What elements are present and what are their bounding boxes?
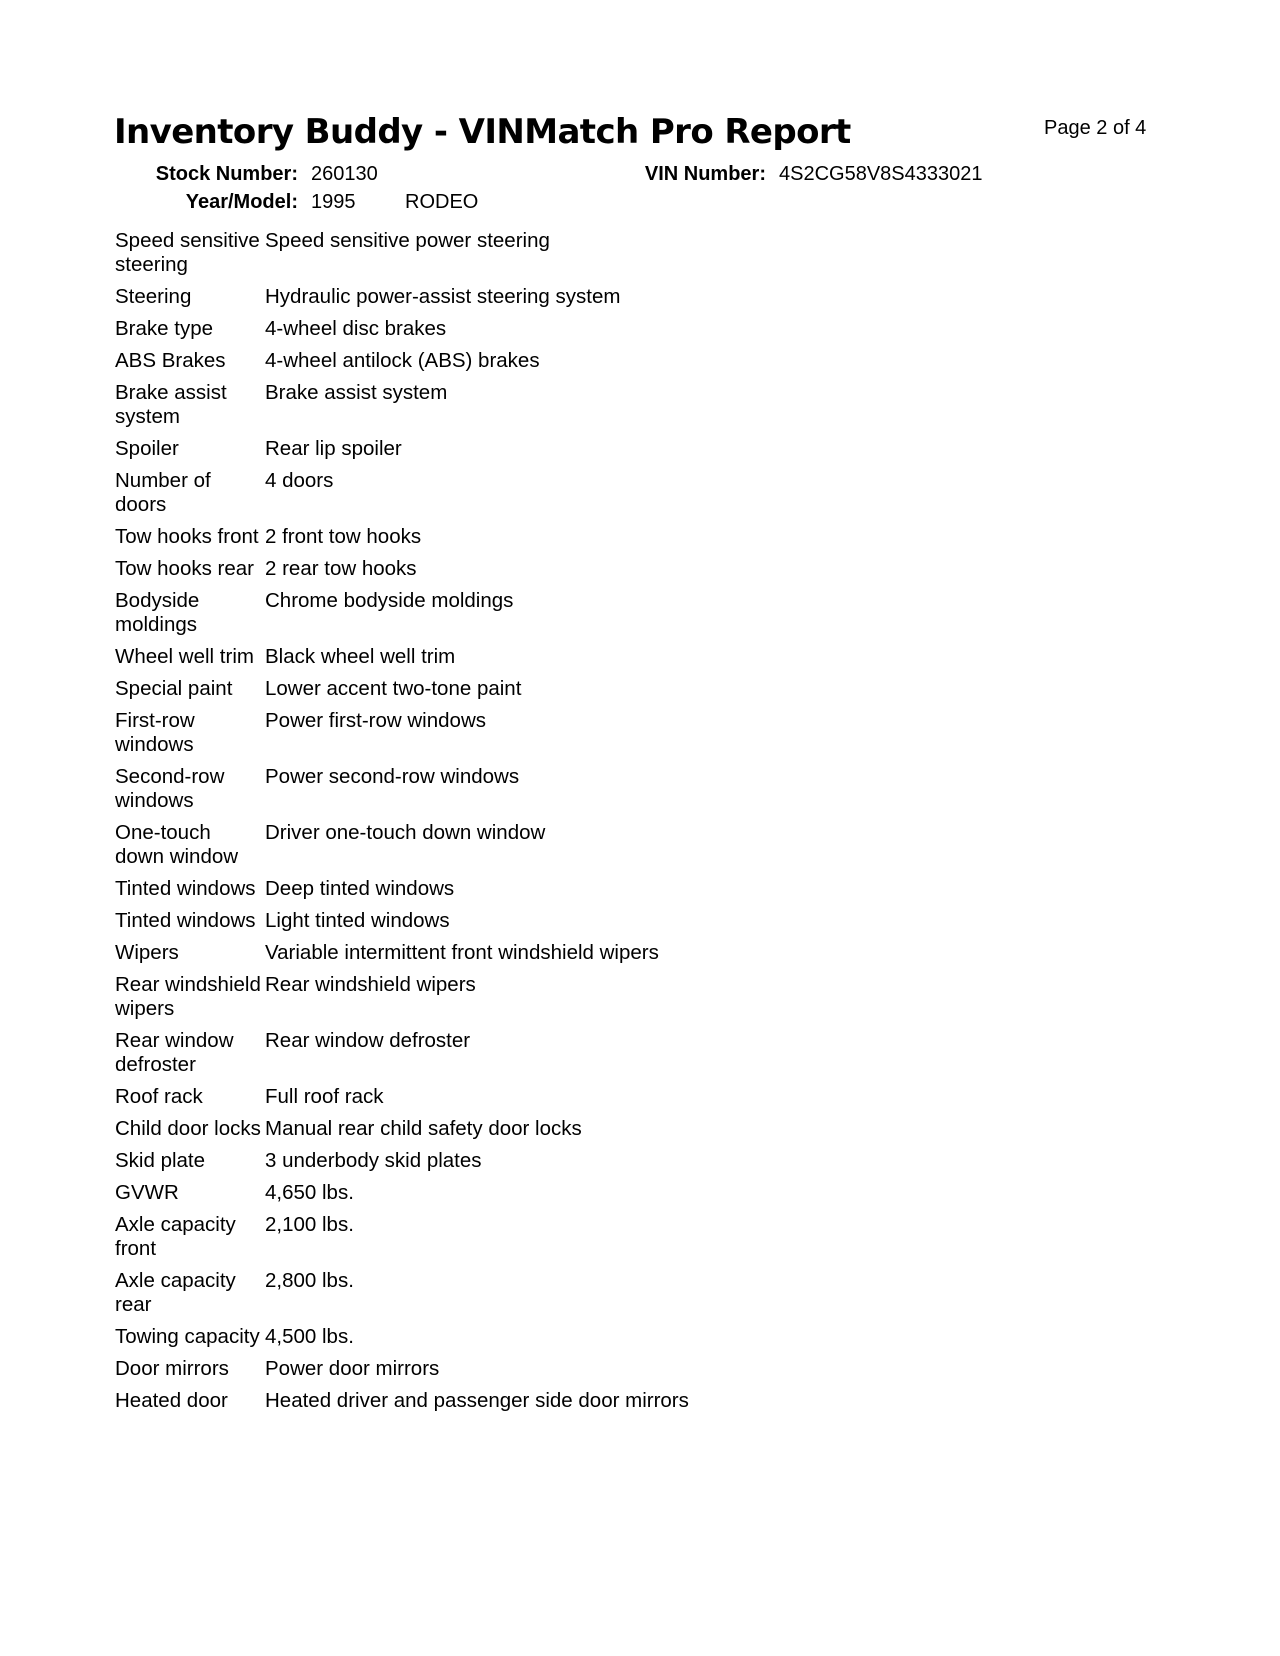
report-title: Inventory Buddy - VINMatch Pro Report [114,112,851,152]
spec-label: Tinted windows [115,877,256,900]
spec-label: Rear window defroster [115,1029,234,1076]
spec-row [115,1149,835,1181]
spec-label: Skid plate [115,1149,206,1172]
spec-row [115,1357,835,1389]
spec-label: Roof rack [115,1085,203,1108]
spec-row [115,349,835,381]
spec-value: 4,650 lbs. [265,1181,354,1204]
spec-label: Special paint [115,677,233,700]
spec-value: Power door mirrors [265,1357,440,1380]
spec-label: Heated door [115,1389,228,1412]
spec-value: Brake assist system [265,381,448,404]
year-value: 1995 [311,191,356,213]
spec-value: 2 front tow hooks [265,525,422,548]
spec-row [115,821,835,877]
spec-value: 2 rear tow hooks [265,557,417,580]
spec-label: Tinted windows [115,909,256,932]
spec-value: Speed sensitive power steering [265,229,550,252]
spec-value: Deep tinted windows [265,877,455,900]
spec-value: Driver one-touch down window [265,821,546,844]
spec-value: Chrome bodyside moldings [265,589,514,612]
spec-value: Rear lip spoiler [265,437,402,460]
spec-row [115,1269,835,1325]
spec-label: Rear windshield wipers [115,973,261,1020]
page-number: Page 2 of 4 [1044,117,1147,139]
spec-label: Child door locks [115,1117,261,1140]
spec-row [115,1029,835,1085]
spec-label: Number of doors [115,469,211,516]
spec-value: Hydraulic power-assist steering system [265,285,621,308]
spec-value: Power second-row windows [265,765,520,788]
spec-row [115,525,835,557]
spec-row [115,1181,835,1213]
spec-value: Power first-row windows [265,709,486,732]
spec-row [115,973,835,1029]
spec-value: Variable intermittent front windshield wipers [265,941,659,964]
spec-row [115,1389,835,1421]
year-model-label: Year/Model: [185,191,298,213]
spec-value: 4-wheel disc brakes [265,317,447,340]
spec-label: Wheel well trim [115,645,254,668]
spec-row [115,877,835,909]
spec-label: Tow hooks front [115,525,259,548]
vin-number-value: 4S2CG58V8S4333021 [779,163,983,185]
spec-label: Axle capacity rear [115,1269,236,1316]
spec-row [115,437,835,469]
spec-row [115,285,835,317]
spec-label: Wipers [115,941,179,964]
spec-label: Steering [115,285,192,308]
spec-label: Speed sensitive steering [115,229,260,276]
spec-row [115,229,835,285]
spec-value: Heated driver and passenger side door mirrors [265,1389,689,1412]
spec-label: Brake assist system [115,381,227,428]
vin-number-label: VIN Number: [644,163,766,185]
spec-row [115,709,835,765]
spec-value: 2,800 lbs. [265,1269,354,1292]
spec-row [115,1117,835,1149]
spec-row [115,941,835,973]
spec-label: Door mirrors [115,1357,229,1380]
spec-list [115,229,835,1421]
spec-row [115,589,835,645]
spec-label: Second-row windows [115,765,225,812]
stock-number-label: Stock Number: [155,163,298,185]
spec-row [115,317,835,349]
spec-row [115,381,835,437]
spec-row [115,1085,835,1117]
spec-row [115,469,835,525]
spec-label: Brake type [115,317,213,340]
spec-label: First-row windows [115,709,195,756]
spec-row [115,645,835,677]
spec-value: Light tinted windows [265,909,450,932]
spec-value: Rear windshield wipers [265,973,476,996]
spec-label: One-touch down window [115,821,239,868]
spec-row [115,1213,835,1269]
spec-label: Axle capacity front [115,1213,236,1260]
spec-label: Tow hooks rear [115,557,255,580]
spec-value: 3 underbody skid plates [265,1149,482,1172]
spec-value: 2,100 lbs. [265,1213,354,1236]
model-value: RODEO [405,191,479,213]
stock-number-value: 260130 [311,163,378,185]
spec-label: Spoiler [115,437,179,460]
spec-label: Bodyside moldings [115,589,200,636]
spec-row [115,909,835,941]
spec-row [115,677,835,709]
spec-row [115,765,835,821]
spec-label: ABS Brakes [115,349,226,372]
spec-value: Rear window defroster [265,1029,471,1052]
spec-value: Lower accent two-tone paint [265,677,522,700]
spec-label: GVWR [115,1181,179,1204]
spec-value: Black wheel well trim [265,645,456,668]
spec-value: 4 doors [265,469,334,492]
spec-label: Towing capacity [115,1325,260,1348]
spec-value: 4-wheel antilock (ABS) brakes [265,349,540,372]
spec-row [115,557,835,589]
spec-value: 4,500 lbs. [265,1325,354,1348]
spec-value: Full roof rack [265,1085,384,1108]
spec-row [115,1325,835,1357]
spec-value: Manual rear child safety door locks [265,1117,582,1140]
